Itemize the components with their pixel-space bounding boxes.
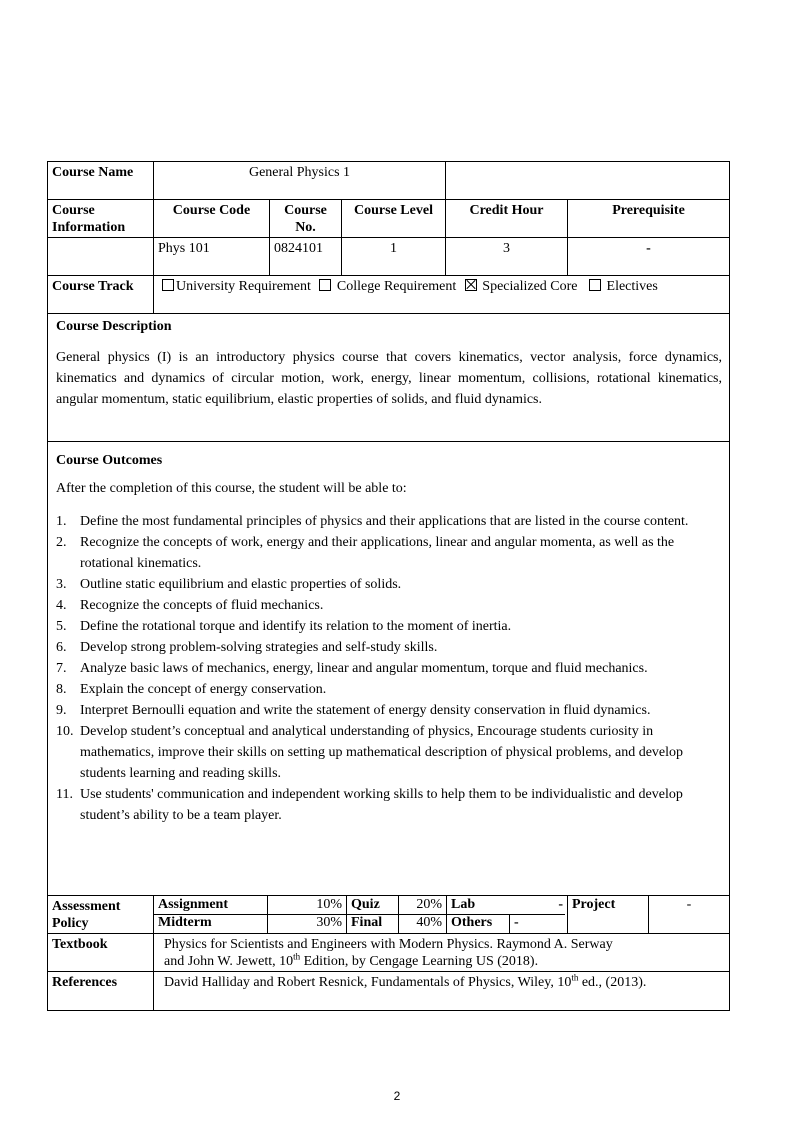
assessment-grid bbox=[153, 896, 729, 933]
course-name-row bbox=[48, 162, 729, 200]
outcome-item: 1. Define the most fundamental principles of physics and their applications that are listed in the course content. bbox=[56, 514, 689, 529]
header-prerequisite: Prerequisite bbox=[567, 200, 729, 237]
course-outcomes-intro: After the completion of this course, the student will be able to: bbox=[56, 481, 407, 496]
textbook-value bbox=[153, 934, 729, 971]
assessment-assignment-label: Assignment bbox=[158, 897, 229, 912]
value-course-level: 1 bbox=[341, 238, 445, 275]
value-credit-hour: 3 bbox=[445, 238, 567, 275]
course-info-label: Course Information bbox=[52, 203, 126, 235]
header-credit-hour: Credit Hour bbox=[445, 200, 567, 237]
track-university-label: University Requirement bbox=[176, 279, 311, 294]
course-track-row bbox=[48, 276, 729, 314]
assessment-policy-row bbox=[48, 896, 729, 934]
course-description-heading: Course Description bbox=[56, 319, 172, 334]
value-prerequisite: - bbox=[567, 238, 729, 275]
course-outcomes-section bbox=[48, 442, 729, 896]
checkbox-unchecked-icon[interactable] bbox=[589, 279, 601, 291]
outcome-item: 5. Define the rotational torque and identify its relation to the moment of inertia. bbox=[56, 619, 512, 634]
textbook-line-1: Physics for Scientists and Engineers with Modern Physics. Raymond A. Serway bbox=[164, 937, 613, 952]
assessment-midterm-pct: 30% bbox=[267, 914, 346, 933]
course-description-section bbox=[48, 314, 729, 442]
assessment-quiz-label: Quiz bbox=[346, 896, 398, 914]
assessment-quiz-pct: 20% bbox=[398, 896, 446, 914]
course-name-label: Course Name bbox=[52, 165, 134, 180]
assessment-project-pct: - bbox=[648, 896, 729, 933]
assessment-project-label: Project bbox=[567, 896, 648, 933]
textbook-row bbox=[48, 934, 729, 972]
outcome-item: 7. Analyze basic laws of mechanics, energy, linear and angular momentum, torque and fluid mechanics. bbox=[56, 661, 648, 676]
course-table-frame bbox=[47, 161, 730, 1011]
references-label: References bbox=[52, 975, 118, 990]
track-specialized-label: Specialized Core bbox=[482, 279, 578, 294]
track-electives-label: Electives bbox=[606, 279, 658, 294]
assessment-others-pct: - bbox=[509, 914, 567, 933]
value-course-no: 0824101 bbox=[269, 238, 341, 275]
checkbox-checked-icon[interactable] bbox=[465, 279, 477, 291]
course-spec-table bbox=[47, 161, 730, 1011]
assessment-others-label: Others bbox=[446, 914, 509, 933]
assessment-policy-label: Assessment Policy bbox=[52, 899, 121, 931]
page-number: 2 bbox=[393, 1089, 401, 1103]
outcome-item: 9. Interpret Bernoulli equation and write the statement of energy density conservation in fluid dynamics. bbox=[56, 703, 651, 718]
assessment-midterm-label: Midterm bbox=[158, 915, 212, 930]
assessment-lab-label: Lab bbox=[446, 896, 509, 914]
assessment-final-pct: 40% bbox=[398, 914, 446, 933]
header-course-code: Course Code bbox=[153, 200, 269, 237]
course-track-label: Course Track bbox=[52, 279, 134, 294]
track-college-label: College Requirement bbox=[336, 279, 457, 294]
outcome-item: 11. Use students' communication and independent working skills to help them to be individualistic and develop student’s ability to be a team player. bbox=[56, 787, 683, 823]
track-university-option[interactable] bbox=[162, 279, 311, 294]
track-specialized-option[interactable] bbox=[465, 279, 578, 294]
track-college-option[interactable] bbox=[319, 279, 456, 294]
textbook-line-2: and John W. Jewett, 10th Edition, by Cengage Learning US (2018). bbox=[164, 951, 539, 969]
header-course-level: Course Level bbox=[341, 200, 445, 237]
course-info-header-row bbox=[48, 200, 729, 238]
course-info-values-empty bbox=[48, 238, 153, 275]
assessment-assignment-pct: 10% bbox=[267, 896, 346, 914]
outcome-item: 6. Develop strong problem-solving strategies and self-study skills. bbox=[56, 640, 438, 655]
outcome-item: 4. Recognize the concepts of fluid mechanics. bbox=[56, 598, 324, 613]
assessment-final-label: Final bbox=[346, 914, 398, 933]
outcome-item: 10. Develop student’s conceptual and analytical understanding of physics, Encourage students curiosity in mathematics, improve their skills on setting up mathematical description of physical problems, and develop students learning and reading skills. bbox=[56, 724, 684, 781]
checkbox-unchecked-icon[interactable] bbox=[319, 279, 331, 291]
checkbox-unchecked-icon[interactable] bbox=[162, 279, 174, 291]
outcome-item: 2. Recognize the concepts of work, energy and their applications, linear and angular momenta, as well as the rotational kinematics. bbox=[56, 535, 675, 571]
references-value: David Halliday and Robert Resnick, Fundamentals of Physics, Wiley, 10th ed., (2013). bbox=[153, 972, 729, 1010]
outcome-item: 8. Explain the concept of energy conservation. bbox=[56, 682, 327, 697]
assessment-lab-pct: - bbox=[558, 897, 563, 912]
course-outcomes-heading: Course Outcomes bbox=[56, 453, 163, 468]
track-electives-option[interactable] bbox=[589, 279, 658, 294]
course-name-empty bbox=[445, 162, 729, 199]
textbook-label: Textbook bbox=[52, 937, 108, 952]
header-course-no: Course No. bbox=[269, 200, 341, 237]
outcome-item: 3. Outline static equilibrium and elastic properties of solids. bbox=[56, 577, 402, 592]
course-description-text: General physics (I) is an introductory physics course that covers kinematics, vector analysis, force dynamics, kinematics and dynamics of circular motion, work, energy, linear momentum, collisions, rotational kinematics, angular momentum, static equilibrium, elastic properties of solids, and fluid dynamics. bbox=[56, 350, 722, 407]
references-row bbox=[48, 972, 729, 1010]
course-track-options bbox=[153, 276, 729, 313]
course-info-values-row bbox=[48, 238, 729, 276]
course-name-value: General Physics 1 bbox=[153, 162, 445, 199]
course-outcomes-list bbox=[56, 511, 722, 826]
value-course-code: Phys 101 bbox=[153, 238, 269, 275]
